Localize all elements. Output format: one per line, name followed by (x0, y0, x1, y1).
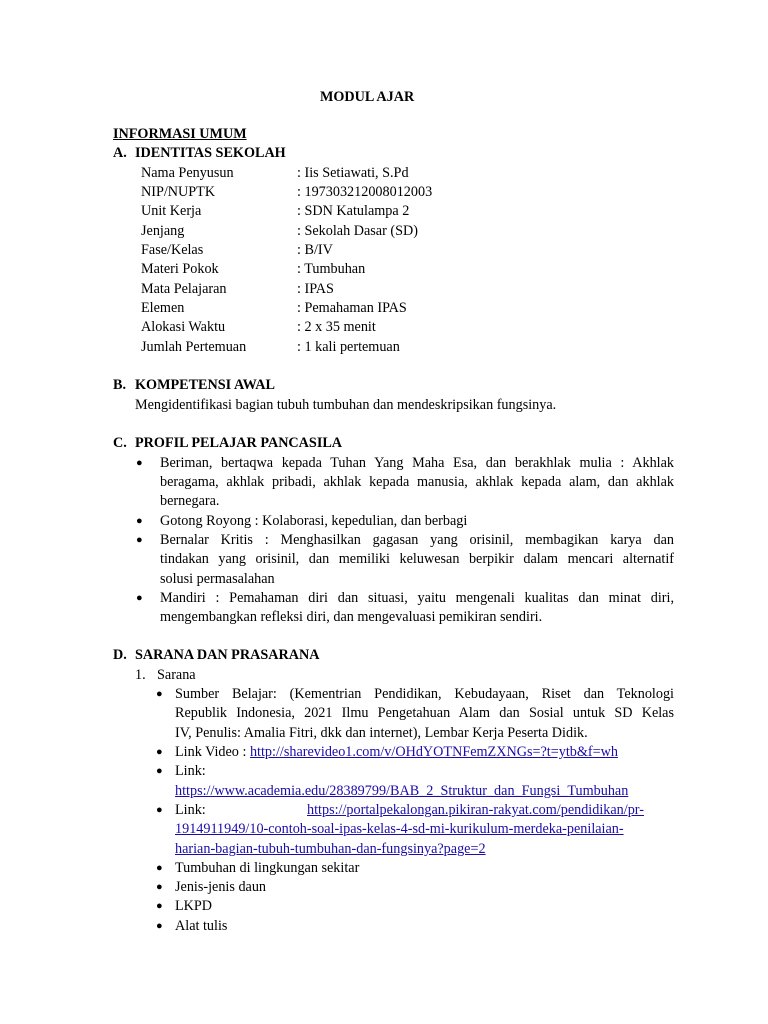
section-c-heading: PROFIL PELAJAR PANCASILA (135, 435, 343, 451)
identity-label: Alokasi Waktu (141, 319, 226, 335)
academia-link[interactable]: https://www.academia.edu/28389799/BAB_2_Struktur_dan_Fungsi_Tumbuhan (175, 783, 629, 799)
section-b-letter: B. (113, 377, 127, 393)
bullet-icon: ● (156, 862, 163, 874)
identity-value: : Tumbuhan (297, 261, 366, 277)
section-d-letter: D. (113, 647, 127, 663)
identity-value: : 197303212008012003 (297, 184, 433, 200)
profil-item-line: tindakan yang orisinil, dan memiliki keluwesan berpikir dalam mencari alternatif (160, 551, 674, 567)
identity-value: : Iis Setiawati, S.Pd (297, 165, 409, 181)
identity-label: Fase/Kelas (141, 242, 204, 258)
link-video-url[interactable]: http://sharevideo1.com/v/OHdYOTNFemZXNGs=?t=ytb&f=wh (249, 744, 618, 760)
sumber-line: IV, Penulis: Amalia Fitri, dkk dan internet), Lembar Kerja Peserta Didik. (175, 725, 588, 741)
profil-item-line: beragama, akhlak pribadi, akhlak kepada manusia, akhlak kepada alam, dan akhlak (160, 474, 674, 490)
identity-label: Unit Kerja (141, 203, 202, 219)
profil-item-line: Beriman, bertaqwa kepada Tuhan Yang Maha Esa, dan berakhlak mulia : Akhlak (160, 455, 674, 471)
identity-label: Nama Penyusun (141, 165, 234, 181)
sub-heading: Sarana (157, 667, 196, 683)
bullet-icon: ● (156, 881, 163, 893)
identity-value: : 2 x 35 menit (297, 319, 376, 335)
sub-number: 1. (135, 667, 146, 683)
profil-item-line: bernegara. (160, 493, 220, 509)
bullet-icon: ● (156, 765, 163, 777)
informasi-umum-heading: INFORMASI UMUM (113, 126, 247, 142)
bullet-icon: ● (156, 688, 163, 700)
bullet-icon: ● (156, 920, 163, 932)
bullet-icon: ● (156, 900, 163, 912)
sarana-item: Alat tulis (175, 918, 228, 934)
identity-label: NIP/NUPTK (141, 184, 216, 200)
portal-link[interactable]: harian-bagian-tubuh-tumbuhan-dan-fungsinya?page=2 (175, 841, 486, 857)
profil-item-line: Gotong Royong : Kolaborasi, kepedulian, dan berbagi (160, 513, 468, 529)
bullet-icon: ● (136, 592, 143, 604)
identity-value: : Sekolah Dasar (SD) (297, 223, 418, 239)
identity-value: : B/IV (297, 242, 333, 258)
profil-item-line: solusi permasalahan (160, 571, 275, 587)
identity-label: Jenjang (141, 223, 185, 239)
section-a-letter: A. (113, 145, 127, 161)
sumber-line: Republik Indonesia, 2021 Ilmu Pengetahuan Alam dan Sosial untuk SD Kelas (175, 705, 674, 721)
bullet-icon: ● (156, 746, 163, 758)
portal-link[interactable]: https://portalpekalongan.pikiran-rakyat.com/pendidikan/pr- (307, 802, 644, 818)
bullet-icon: ● (156, 804, 163, 816)
identity-value: : IPAS (297, 281, 334, 297)
bullet-icon: ● (136, 515, 143, 527)
identity-label: Mata Pelajaran (141, 281, 227, 297)
sarana-item: LKPD (175, 898, 213, 914)
sumber-line: Sumber Belajar: (Kementrian Pendidikan, Kebudayaan, Riset dan Teknologi (175, 686, 674, 702)
link-label: Link: (175, 802, 206, 818)
identity-value: : SDN Katulampa 2 (297, 203, 410, 219)
profil-item-line: Bernalar Kritis : Menghasilkan gagasan yang orisinil, membagikan karya dan (160, 532, 674, 548)
profil-item-line: Mandiri : Pemahaman diri dan situasi, yaitu mengenali kualitas dan minat diri, (160, 590, 674, 606)
link-label: Link: (175, 763, 206, 779)
sarana-item: Tumbuhan di lingkungan sekitar (175, 860, 360, 876)
section-b-heading: KOMPETENSI AWAL (135, 377, 275, 393)
link-video-item (175, 743, 618, 762)
section-c-letter: C. (113, 435, 127, 451)
bullet-icon: ● (136, 457, 143, 469)
identity-label: Materi Pokok (141, 261, 219, 277)
document-title: MODUL AJAR (320, 89, 415, 105)
identity-label: Elemen (141, 300, 185, 316)
section-a-heading: IDENTITAS SEKOLAH (135, 145, 286, 161)
kompetensi-text: Mengidentifikasi bagian tubuh tumbuhan dan mendeskripsikan fungsinya. (135, 397, 557, 413)
portal-link[interactable]: 1914911949/10-contoh-soal-ipas-kelas-4-sd-mi-kurikulum-merdeka-penilaian- (175, 821, 624, 837)
section-d-heading: SARANA DAN PRASARANA (135, 647, 320, 663)
sarana-item: Jenis-jenis daun (175, 879, 267, 895)
bullet-icon: ● (136, 534, 143, 546)
profil-item-line: mengembangkan refleksi diri, dan mengevaluasi pemikiran sendiri. (160, 609, 543, 625)
link-video-label: Link Video : (175, 744, 250, 760)
identity-label: Jumlah Pertemuan (141, 339, 247, 355)
identity-value: : Pemahaman IPAS (297, 300, 407, 316)
identity-value: : 1 kali pertemuan (297, 339, 400, 355)
